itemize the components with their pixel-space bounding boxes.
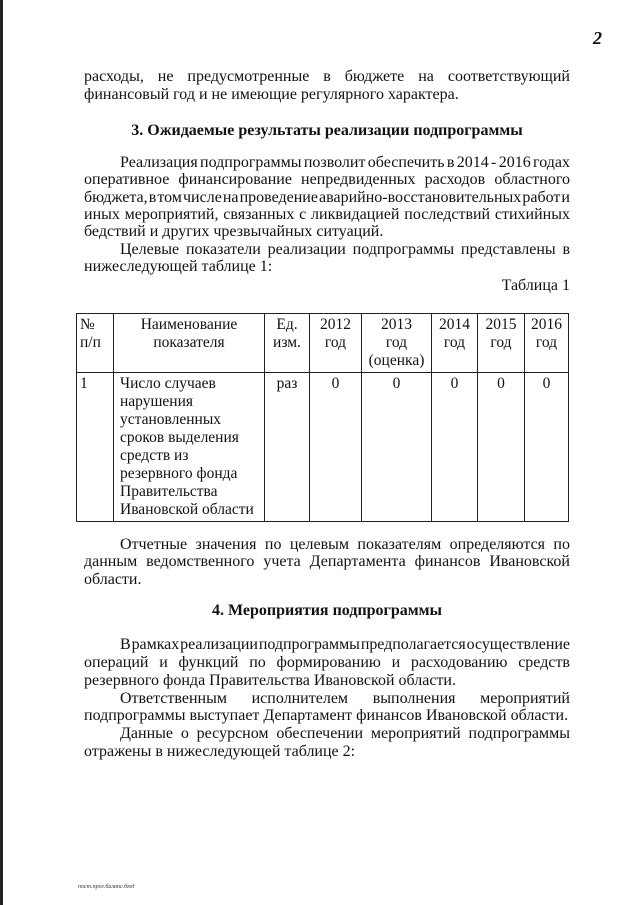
- header-2014: 2014 год: [432, 314, 478, 373]
- text-line: В рамках реализации подпрограммы предполагается осуществление: [120, 636, 570, 653]
- cell-2013: 0: [362, 373, 432, 522]
- text-line: Данные о ресурсном обеспечении мероприятий подпрограммы: [120, 725, 570, 742]
- header-num: № п/п: [77, 314, 114, 373]
- text-line: Реализация подпрограммы позволит обеспечить в 2014 - 2016 годах: [120, 154, 570, 171]
- text-line: бюджета, в том числе на проведение аварийно-восстановительных работ и: [84, 189, 570, 206]
- table-row: [77, 373, 569, 522]
- text-line: расходы, не предусмотренные в бюджете на соответствующий: [84, 68, 570, 85]
- table-header-row: [77, 314, 569, 373]
- indicators-table: [76, 313, 569, 522]
- page-number: 2: [593, 28, 602, 48]
- cell-2014: 0: [432, 373, 478, 522]
- text-line: отражены в нижеследующей таблице 2:: [84, 743, 356, 760]
- text-line: Отчетные значения по целевым показателям определяются по: [120, 536, 570, 553]
- text-line: бедствий и других чрезвычайных ситуаций.: [84, 223, 384, 240]
- text-line: данным ведомственного учета Департамента финансов Ивановской: [84, 553, 570, 570]
- text-line: резервного фонда Правительства Ивановской области.: [84, 672, 456, 689]
- table-caption: Таблица 1: [501, 277, 570, 294]
- header-2012: 2012 год: [310, 314, 362, 373]
- cell-2015: 0: [478, 373, 525, 522]
- scan-edge: [0, 0, 3, 905]
- header-name: Наименование показателя: [114, 314, 265, 373]
- section-3-heading: 3. Ожидаемые результаты реализации подпрограммы: [131, 122, 523, 139]
- section-4-heading: 4. Мероприятия подпрограммы: [211, 602, 443, 619]
- cell-unit: раз: [265, 373, 310, 522]
- header-2013: 2013 год (оценка): [362, 314, 432, 373]
- text-line: оперативное финансирование непредвиденных расходов областного: [84, 171, 570, 188]
- header-unit: Ед. изм.: [265, 314, 310, 373]
- cell-name: Число случаев нарушения установленных сроков выделения средств из резервного фонда Правительства Ивановской области: [114, 373, 265, 522]
- cell-num: 1: [77, 373, 114, 522]
- text-line: нижеследующей таблице 1:: [84, 258, 273, 275]
- footer-filename: пост.прог.баланс.бюд: [78, 884, 135, 890]
- cell-2016: 0: [525, 373, 569, 522]
- cell-2012: 0: [310, 373, 362, 522]
- header-2015: 2015 год: [478, 314, 525, 373]
- header-2016: 2016 год: [525, 314, 569, 373]
- text-line: области.: [84, 571, 142, 588]
- text-line: Целевые показатели реализации подпрограммы представлены в: [120, 241, 570, 258]
- text-line: Ответственным исполнителем выполнения мероприятий: [120, 690, 570, 707]
- text-line: финансовый год и не имеющие регулярного характера.: [84, 86, 459, 103]
- text-line: подпрограммы выступает Департамент финансов Ивановской области.: [84, 707, 569, 724]
- text-line: операций и функций по формированию и расходованию средств: [84, 654, 570, 671]
- text-line: иных мероприятий, связанных с ликвидацией последствий стихийных: [84, 206, 570, 223]
